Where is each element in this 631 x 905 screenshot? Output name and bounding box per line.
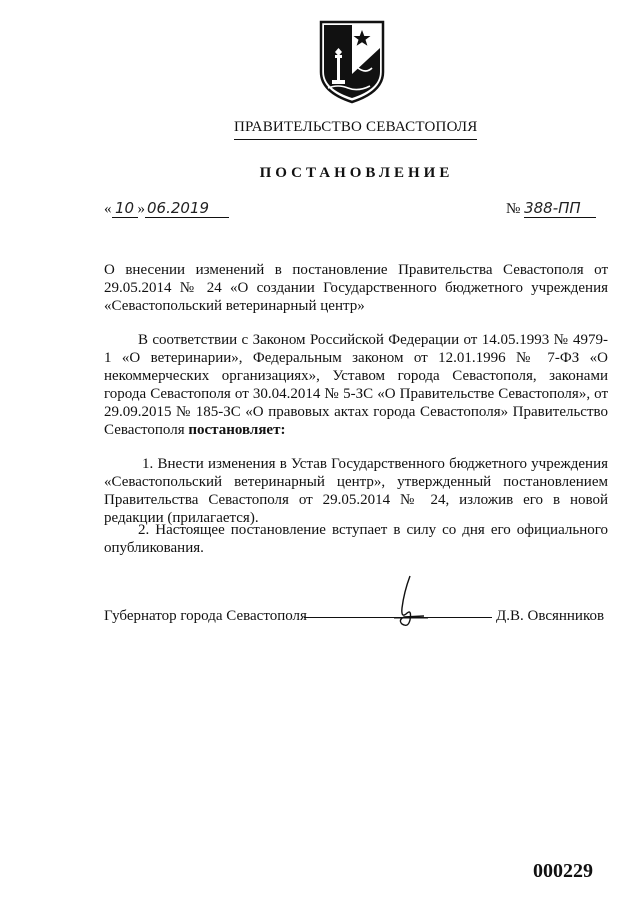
clause-2: 2. Настоящее постановление вступает в силу со дня его официального опубликования. [104,522,608,556]
date-day-handwritten: 10 [112,199,138,218]
government-title: ПРАВИТЕЛЬСТВО СЕВАСТОПОЛЯ [234,119,477,140]
serial-number: 000229 [533,860,593,882]
date-close-quote: » [137,201,145,217]
preamble-decision: постановляет: [188,422,286,438]
coat-of-arms-emblem [318,18,386,104]
preamble-text: В соответствии с Законом Российской Федерации от 14.05.1993 № 4979-1 «О ветеринарии», Федеральным законом от 12.01.1996 № 7-ФЗ «О некоммерческих организациях», Уставом города Севастополя, законами города Севастополя от 30.04.2014 № 5-ЗС «О Правительстве Севастополя», от 29.09.2015 № 185-ЗС «О правовых актах города Севастополя» Правительство Севастополя [104,332,608,438]
number-value-handwritten: 388-ПП [524,199,596,218]
document-number [506,199,596,218]
signatory-position: Губернатор города Севастополя [104,608,307,624]
preamble-paragraph [104,331,608,439]
document-subject: О внесении изменений в постановление Правительства Севастополя от 29.05.2014 № 24 «О создании Государственного бюджетного учреждения «Севастопольский ветеринарный центр» [104,262,608,314]
date-month-year-handwritten: 06.2019 [145,199,229,218]
document-date [104,199,229,218]
clause-1: 1. Внести изменения в Устав Государственного бюджетного учреждения «Севастопольский ветеринарный центр», утвержденный постановлением Правительства Севастополя от 29.05.2014 № 24, изложив его в новой редакции (прилагается). [104,456,608,526]
signatory-name: Д.В. Овсянников [496,608,605,624]
handwritten-signature [380,574,430,630]
date-open-quote: « [104,201,112,217]
document-type-title: ПОСТАНОВЛЕНИЕ [259,165,454,181]
number-label: № [506,201,521,217]
